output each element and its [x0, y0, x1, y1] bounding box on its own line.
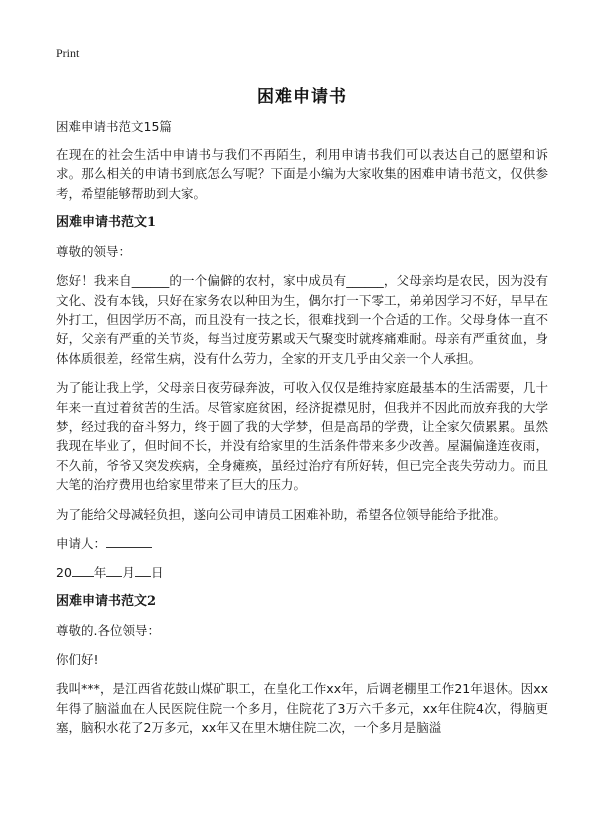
section-1 [56, 213, 548, 582]
greeting: 你们好! [56, 652, 99, 668]
document-title: 困难申请书 [257, 87, 347, 107]
section-2 [56, 592, 548, 737]
body-paragraph: 为了能让我上学，父母亲日夜劳碌奔波，可收入仅仅是维持家庭最基本的生活需要，几十年来一直过着贫苦的生活。尽管家庭贫困，经济捉襟见肘，但我并不因此而放弃我的大学梦，经过我的奋斗努力，终于圆了我的大学梦，但是高昂的学费，让全家欠债累累。虽然我现在毕业了，但时间不长，并没有给家里的生活条件带来多少改善。屋漏偏逢连夜雨，不久前，爷爷又突发疾病，全身瘫痪，虽经过治疗有所好转，但已完全丧失劳动力。而且大笔的治疗费用也给家里带来了巨大的压力。 [56, 380, 548, 493]
date-month-label: 月 [122, 565, 135, 581]
document-body [56, 118, 548, 747]
print-link[interactable]: Print [56, 46, 80, 60]
intro-paragraph: 在现在的社会生活中申请书与我们不再陌生，利用申请书我们可以表达自己的愿望和诉求。那么相关的申请书到底怎么写呢？下面是小编为大家收集的困难申请书范文，仅供参考，希望能够帮助到大家。 [56, 147, 548, 201]
day-blank [135, 564, 151, 577]
section-heading: 困难申请书范文2 [56, 594, 157, 610]
date-year-label: 年 [93, 565, 107, 581]
section-heading: 困难申请书范文1 [56, 215, 157, 231]
body-paragraph: 您好！我来自______的一个偏僻的农村，家中成员有______，父母亲均是农民，因为没有文化、没有本钱，只好在家务农以种田为生，偶尔打一下零工，弟弟因学习不好，早早在外打工，但因学历不高，而且没有一技之长，很难找到一个合适的工作。父母身体一直不好，父亲有严重的关节炎，每当过度劳累或天气聚变时就疼痛难耐。母亲有严重贫血，身体体质很差，经常生病，没有什么劳力，全家的开支几乎由父亲一个人承担。 [56, 273, 548, 366]
applicant-line [56, 534, 548, 553]
applicant-label: 申请人： [56, 536, 107, 552]
salutation: 尊敬的领导： [56, 244, 132, 260]
year-blank [72, 564, 94, 577]
salutation: 尊敬的.各位领导： [56, 623, 160, 639]
body-paragraph: 我叫***，是江西省花鼓山煤矿职工，在皇化工作xx年，后调老棚里工作21年退休。因xx年得了脑溢血在人民医院住院一个多月，住院花了3万六千多元，xx年住院4次，得脑更塞，脑积水花了2万多元，xx年又在里木塘住院二次，一个多月是脑溢 [56, 681, 548, 735]
body-paragraph: 为了能给父母减轻负担，遂向公司申请员工困难补助，希望各位领导能给予批准。 [56, 506, 507, 522]
date-prefix: 20 [56, 565, 72, 581]
month-blank [106, 564, 122, 577]
date-day-label: 日 [150, 565, 164, 581]
date-line [56, 563, 548, 582]
signature-blank [106, 535, 152, 548]
document-subtitle: 困难申请书范文15篇 [56, 119, 172, 134]
